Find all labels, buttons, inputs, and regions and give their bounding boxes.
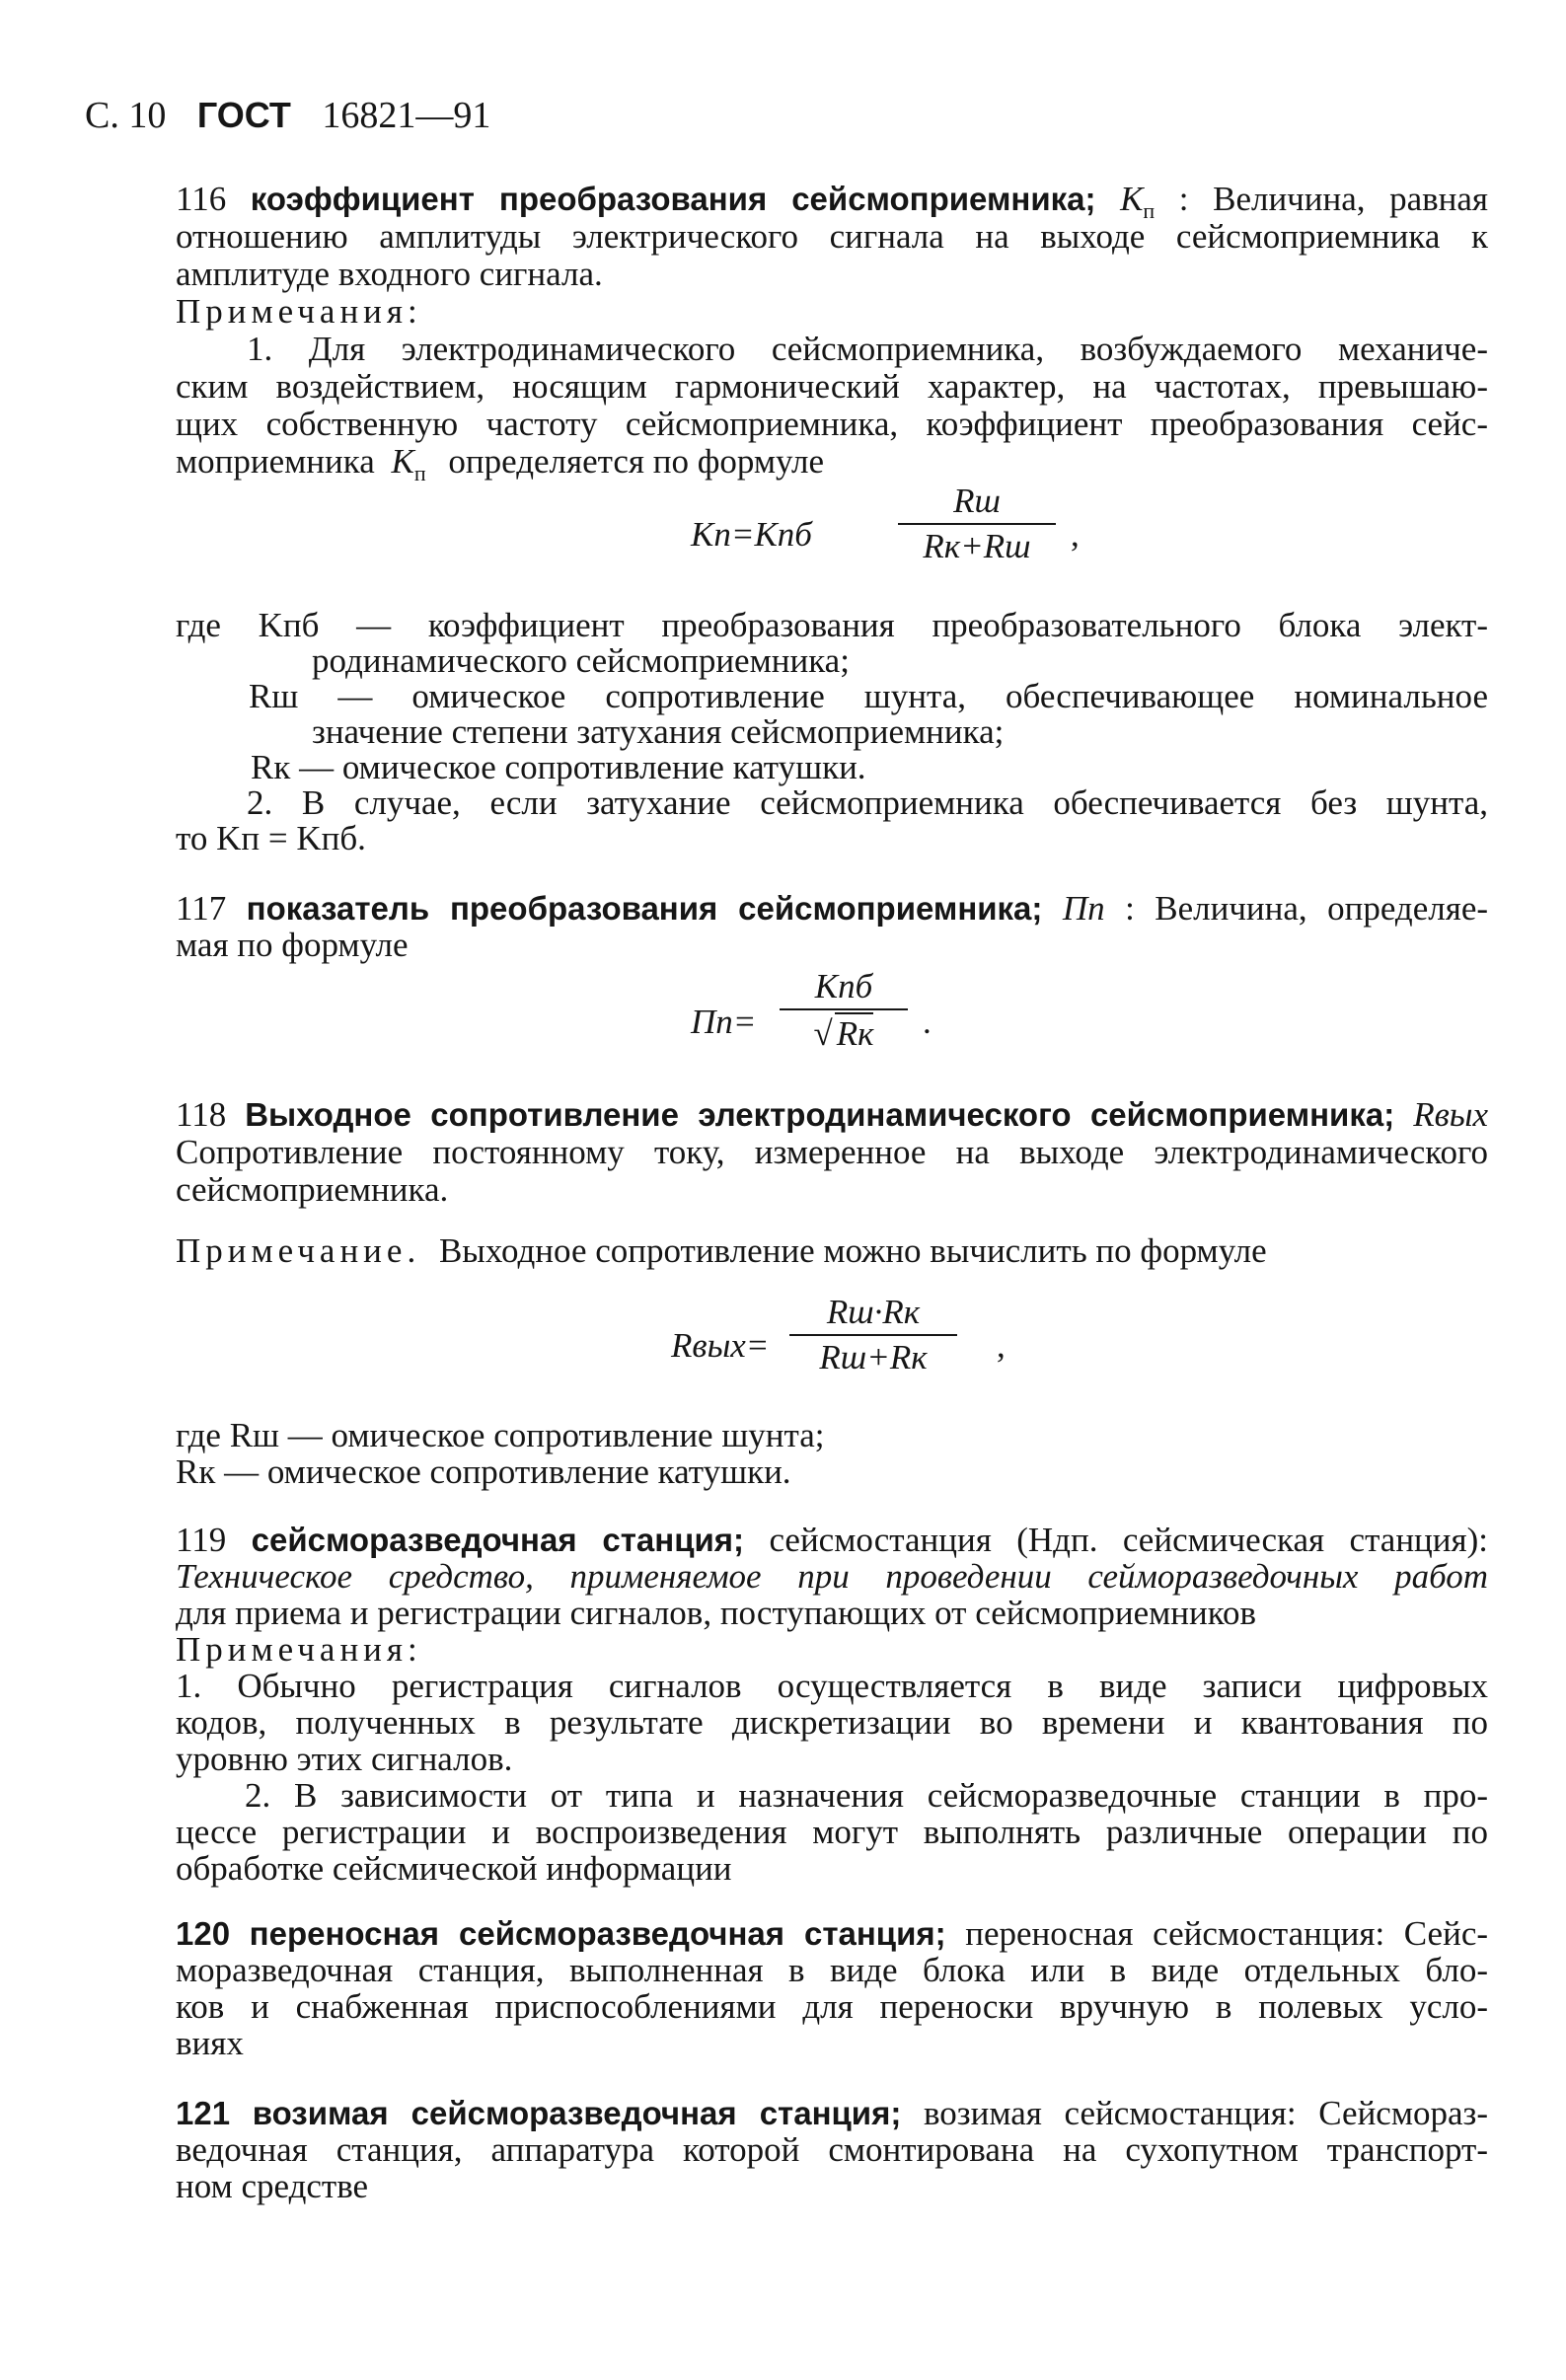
term-117-line2: мая по формуле <box>176 926 409 964</box>
term-120-line2: моразведочная станция, выполненная в виде блока или в виде отдельных бло- <box>176 1951 1488 1989</box>
term-118-line3: сейсмоприемника. <box>176 1170 449 1209</box>
term-121-line3: ном средстве <box>176 2167 369 2205</box>
term-120-title: переносная сейсморазведочная станция; <box>249 1915 946 1952</box>
term-116-definition-start: : Величина, равная <box>1178 180 1489 218</box>
term-119-line1 <box>176 1523 1488 1557</box>
formula-rout <box>671 1293 1026 1391</box>
term-119-note2-line2: цессе регистрации и воспроизведения могут выполнять различные операции по <box>176 1813 1488 1851</box>
term-119-note2-line3: обработке сейсмической информации <box>176 1849 732 1888</box>
term-120-line3: ков и снабженная приспособлениями для переноски вручную в полевых усло- <box>176 1987 1488 2026</box>
term-117-number: 117 <box>176 889 227 928</box>
term-121-line1 <box>176 2096 1488 2130</box>
term-116-where-line1: где Kпб — коэффициент преобразования преобразовательного блока элект- <box>176 606 1488 644</box>
formula-kp-numerator: Rш <box>898 482 1056 525</box>
term-119-definition-start: сейсмостанция (Ндп. сейсмическая станция): <box>769 1521 1489 1559</box>
formula-rout-denominator: Rш+Rк <box>819 1338 928 1376</box>
term-118-where-line2: Rк — омическое сопротивление катушки. <box>176 1452 791 1491</box>
term-119-note1-line1: 1. Обычно регистрация сигналов осуществляется в виде записи цифровых <box>176 1667 1488 1705</box>
page-header <box>85 97 490 134</box>
term-116-note1-line1: 1. Для электродинамического сейсмоприемника, возбуждаемого механиче- <box>247 330 1488 368</box>
term-116-note1-line3: щих собственную частоту сейсмоприемника, коэффициент преобразования сейс- <box>176 405 1488 443</box>
term-117-line1 <box>176 891 1488 926</box>
formula-kp-denominator: Rк+Rш <box>923 527 1031 565</box>
term-118-where-line1: где Rш — омическое сопротивление шунта; <box>176 1416 825 1454</box>
term-116-where-line4: значение степени затухания сейсмоприемника; <box>312 712 1005 751</box>
term-116-line1 <box>176 180 1489 223</box>
term-118-note-label: Примечание. <box>176 1231 421 1270</box>
term-121-line2: ведочная станция, аппаратура которой смонтирована на сухопутном транспорт- <box>176 2130 1488 2169</box>
term-116-number: 116 <box>176 180 227 218</box>
term-120-definition-start: переносная сейсмостанция: Сейс- <box>965 1914 1489 1953</box>
term-116-line2: отношению амплитуды электрического сигнала на выходе сейсмоприемника к <box>176 217 1488 256</box>
term-120-number: 120 <box>176 1915 231 1952</box>
term-116-where-line5: Rк — омическое сопротивление катушки. <box>251 748 866 786</box>
term-119-note2-line1: 2. В зависимости от типа и назначения сейсморазведочные станции в про- <box>245 1776 1488 1815</box>
page-label: С. 10 <box>85 95 167 136</box>
formula-pp-lhs: Пп= <box>691 1003 757 1041</box>
formula-kp-tail: , <box>1071 515 1080 554</box>
term-116-symbol: $K_п$ <box>1120 180 1156 223</box>
term-116-where-line3: Rш — омическое сопротивление шунта, обеспечивающее номинальное <box>249 677 1488 715</box>
term-119-note1-line3: уровню этих сигналов. <box>176 1740 513 1778</box>
gost-number: 16821—91 <box>322 95 491 136</box>
term-116-line3: амплитуде входного сигнала. <box>176 255 603 293</box>
formula-pp <box>691 967 947 1076</box>
term-118-number: 118 <box>176 1095 227 1134</box>
term-116-title: коэффициент преобразования сейсмоприемника; <box>250 181 1096 217</box>
term-121-definition-start: возимая сейсмостанция: Сейсмораз- <box>923 2094 1489 2132</box>
term-118-line2: Сопротивление постоянному току, измеренное на выходе электродинамического <box>176 1133 1488 1171</box>
term-116-note2-line2: то Kп = Kпб. <box>176 819 366 857</box>
formula-pp-denominator: √ Rк <box>813 1014 874 1053</box>
term-118-title: Выходное сопротивление электродинамического сейсмоприемника; <box>245 1096 1395 1133</box>
gost-label: ГОСТ <box>196 95 291 135</box>
term-117-definition-start: : Величина, определяе- <box>1125 889 1489 928</box>
term-116-note1-line2: ским воздействием, носящим гармонический характер, на частотах, превышаю- <box>176 367 1488 406</box>
formula-kp <box>691 482 1085 580</box>
term-118-symbol: Rвых <box>1413 1095 1488 1134</box>
term-116-notes-label: Примечания: <box>176 292 422 331</box>
term-116-note2-line1: 2. В случае, если затухание сейсмоприемника обеспечивается без шунта, <box>247 783 1488 822</box>
term-119-note1-line2: кодов, полученных в результате дискретизации во времени и квантования по <box>176 1703 1488 1742</box>
term-119-title: сейсморазведочная станция; <box>251 1522 745 1558</box>
formula-rout-numerator: Rш·Rк <box>789 1293 957 1336</box>
term-121-title: возимая сейсморазведочная станция; <box>252 2095 902 2131</box>
term-116-where-line2: родинамического сейсмоприемника; <box>312 641 850 680</box>
term-120-line1 <box>176 1916 1488 1951</box>
term-118-note <box>176 1233 1267 1268</box>
term-118-line1 <box>176 1097 1488 1132</box>
term-119-line2: Техническое средство, применяемое при проведении сейморазведочных работ <box>176 1557 1488 1596</box>
term-116-note1-line4: моприемника $K_п$ определяется по формуле <box>176 442 824 485</box>
term-118-note-text: Выходное сопротивление можно вычислить по формуле <box>438 1231 1267 1270</box>
formula-rout-tail: , <box>997 1326 1006 1365</box>
formula-rout-lhs: Rвых= <box>671 1326 770 1365</box>
formula-kp-lhs: Kп=Kпб <box>691 515 812 554</box>
term-117-symbol: Пп <box>1062 889 1105 928</box>
formula-pp-numerator: Kпб <box>780 967 908 1010</box>
term-119-line3: для приема и регистрации сигналов, поступающих от сейсмоприемников <box>176 1594 1256 1632</box>
term-119-notes-label: Примечания: <box>176 1630 422 1669</box>
term-120-line4: виях <box>176 2024 244 2062</box>
term-121-number: 121 <box>176 2095 231 2131</box>
term-117-title: показатель преобразования сейсмоприемника; <box>246 890 1043 927</box>
formula-pp-tail: . <box>923 1003 932 1041</box>
term-119-number: 119 <box>176 1521 227 1559</box>
